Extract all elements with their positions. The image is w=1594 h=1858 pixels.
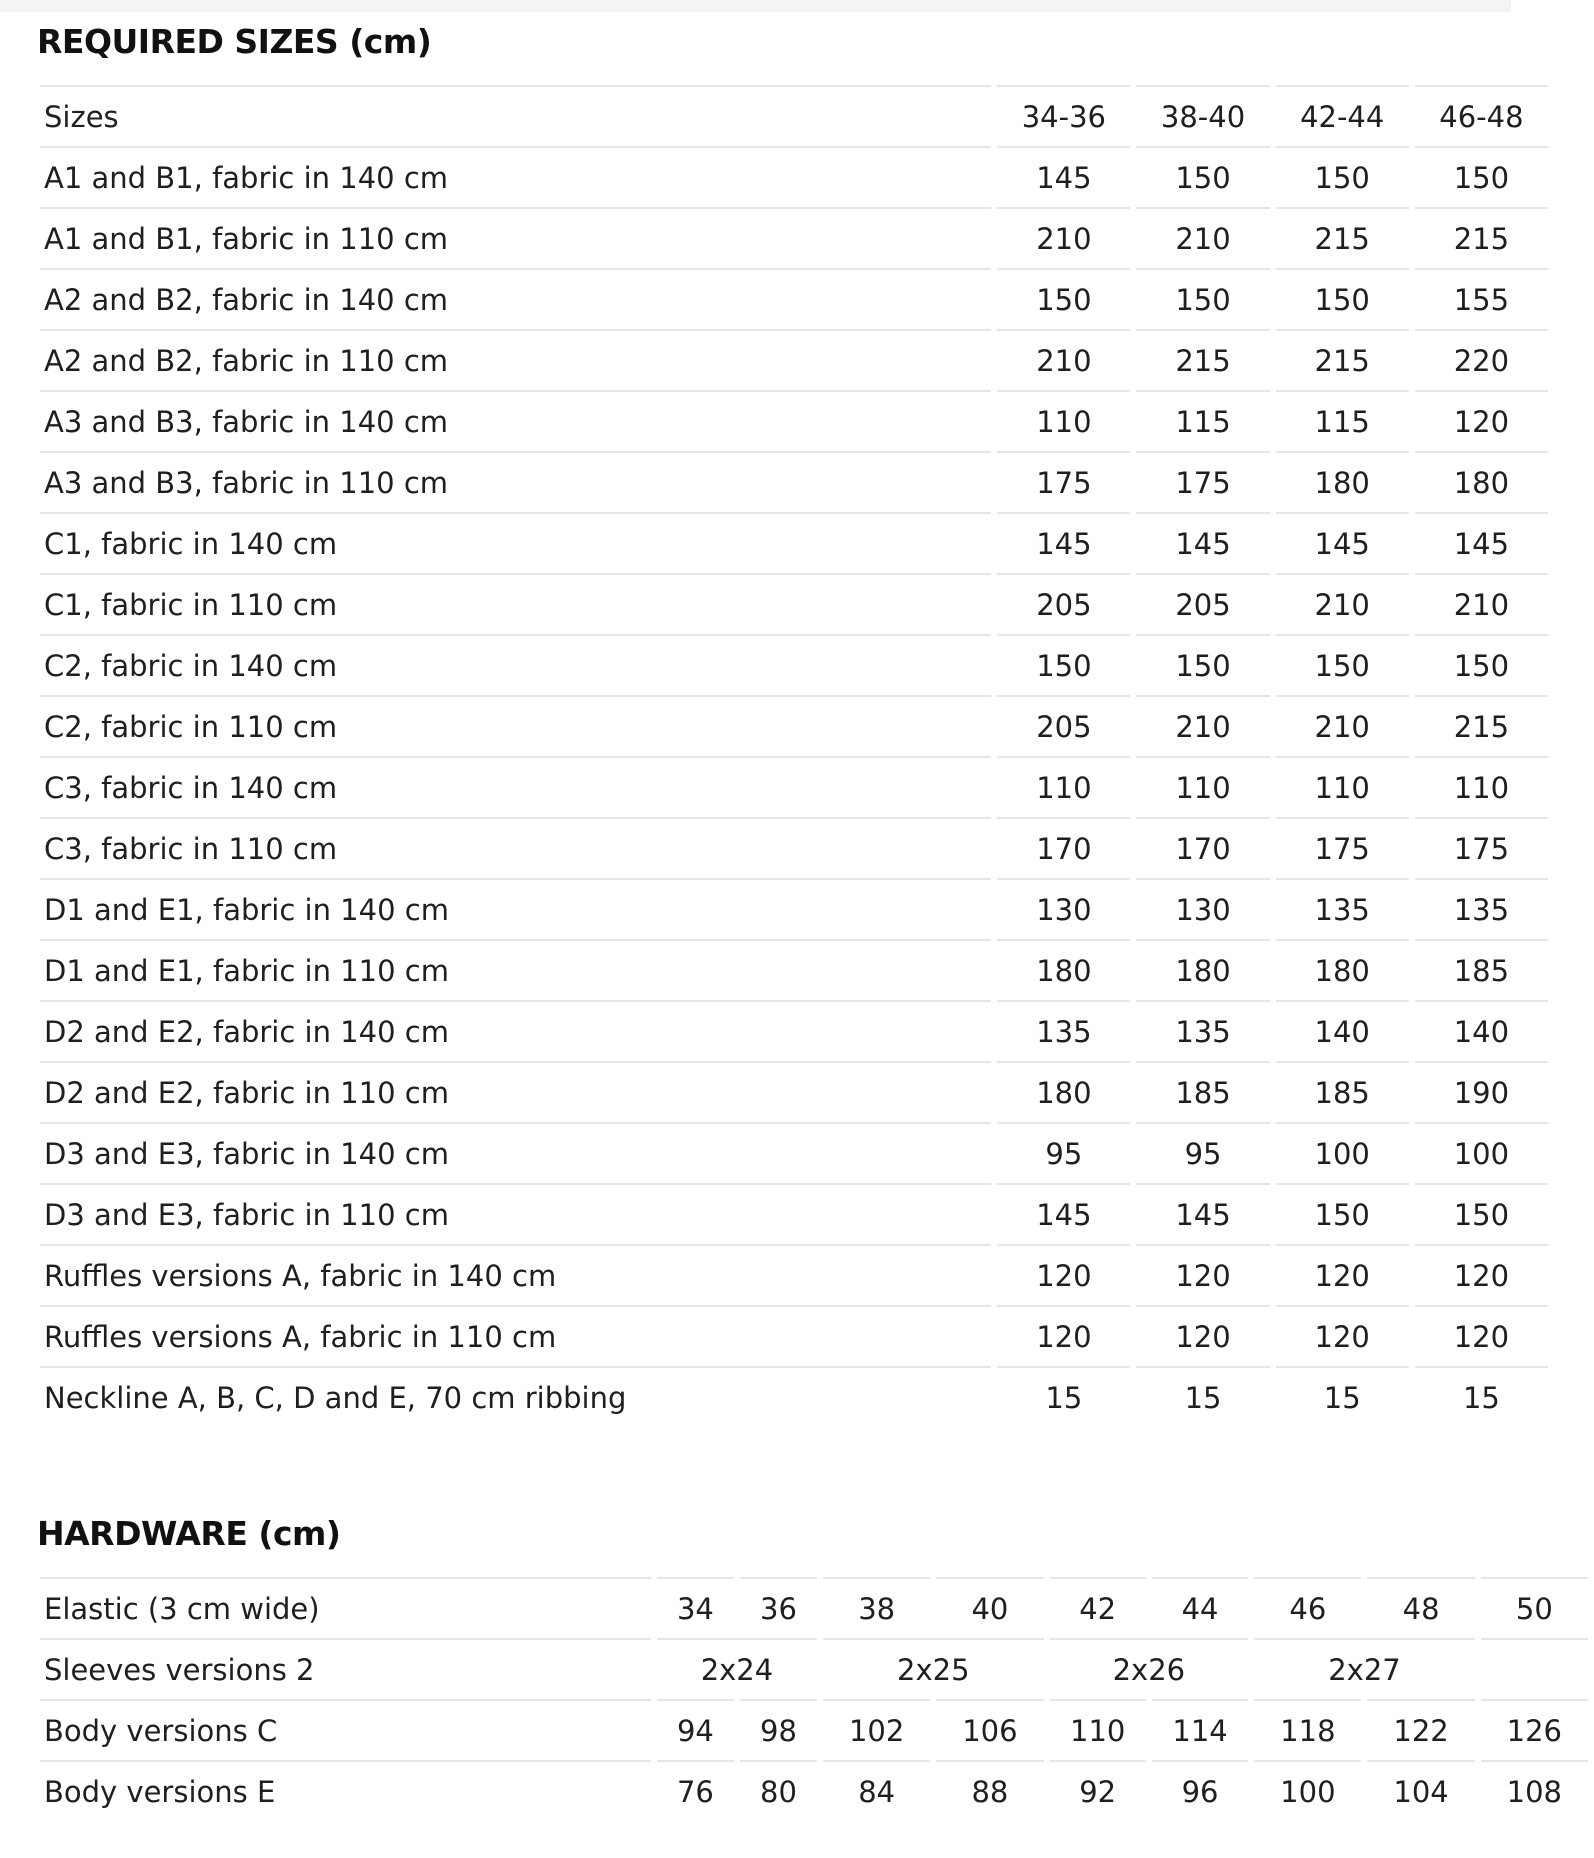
- elastic-label: Elastic (3 cm wide): [40, 1577, 651, 1638]
- size-value: 205: [997, 573, 1130, 634]
- required-sizes-body: [40, 146, 1548, 1427]
- table-row: [40, 1061, 1548, 1122]
- size-value: 150: [1276, 146, 1409, 207]
- sleeves-value: 2x27: [1254, 1638, 1474, 1699]
- size-value: 210: [997, 207, 1130, 268]
- size-value: 145: [997, 146, 1130, 207]
- sleeves-value: 2x25: [823, 1638, 1043, 1699]
- size-value: 100: [1276, 1122, 1409, 1183]
- sleeves-value: 2x24: [657, 1638, 817, 1699]
- required-sizes-table: [34, 85, 1554, 1427]
- size-value: 215: [1276, 329, 1409, 390]
- row-label: A2 and B2, fabric in 110 cm: [40, 329, 991, 390]
- row-label: A3 and B3, fabric in 140 cm: [40, 390, 991, 451]
- size-value: 145: [997, 1183, 1130, 1244]
- row-label: Ruffles versions A, fabric in 110 cm: [40, 1305, 991, 1366]
- size-value: 185: [1136, 1061, 1269, 1122]
- row-label: A2 and B2, fabric in 140 cm: [40, 268, 991, 329]
- hardware-size-header: 46: [1254, 1577, 1361, 1638]
- hardware-size-header: 38: [823, 1577, 930, 1638]
- size-value: 135: [1136, 1000, 1269, 1061]
- table-row: [40, 207, 1548, 268]
- row-label: A1 and B1, fabric in 110 cm: [40, 207, 991, 268]
- row-label: C3, fabric in 140 cm: [40, 756, 991, 817]
- size-value: 135: [997, 1000, 1130, 1061]
- size-value: 175: [1136, 451, 1269, 512]
- table-row: [40, 1305, 1548, 1366]
- hardware-value: 84: [823, 1760, 930, 1821]
- sleeves-value: 2x26: [1050, 1638, 1249, 1699]
- table-row: [40, 146, 1548, 207]
- size-value: 120: [1276, 1305, 1409, 1366]
- table-row: [40, 573, 1548, 634]
- size-value: 215: [1136, 329, 1269, 390]
- row-label: D3 and E3, fabric in 140 cm: [40, 1122, 991, 1183]
- sleeves-value-empty: [1481, 1638, 1588, 1699]
- hardware-size-header: 34: [657, 1577, 734, 1638]
- size-value: 145: [997, 512, 1130, 573]
- size-value: 190: [1415, 1061, 1548, 1122]
- hardware-body: [40, 1577, 1588, 1821]
- table-row: [40, 1638, 1588, 1699]
- size-value: 215: [1276, 207, 1409, 268]
- size-value: 120: [1136, 1244, 1269, 1305]
- size-value: 210: [1415, 573, 1548, 634]
- hardware-size-header: 48: [1367, 1577, 1474, 1638]
- size-value: 120: [1415, 1305, 1548, 1366]
- hardware-size-header: 42: [1050, 1577, 1146, 1638]
- size-value: 145: [1276, 512, 1409, 573]
- size-value: 95: [1136, 1122, 1269, 1183]
- hardware-title: HARDWARE (cm): [37, 1514, 341, 1553]
- size-value: 145: [1136, 512, 1269, 573]
- size-value: 140: [1415, 1000, 1548, 1061]
- size-value: 170: [1136, 817, 1269, 878]
- size-value: 110: [1276, 756, 1409, 817]
- row-label: C3, fabric in 110 cm: [40, 817, 991, 878]
- size-value: 180: [1136, 939, 1269, 1000]
- size-value: 110: [1415, 756, 1548, 817]
- hardware-table: [34, 1577, 1594, 1821]
- hardware-value: 80: [740, 1760, 817, 1821]
- size-value: 205: [997, 695, 1130, 756]
- row-label: Body versions C: [40, 1699, 651, 1760]
- table-row: [40, 512, 1548, 573]
- size-value: 185: [1276, 1061, 1409, 1122]
- size-value: 150: [1136, 634, 1269, 695]
- size-value: 115: [1136, 390, 1269, 451]
- size-value: 210: [1136, 207, 1269, 268]
- size-value: 170: [997, 817, 1130, 878]
- hardware-value: 96: [1152, 1760, 1248, 1821]
- size-value: 175: [997, 451, 1130, 512]
- required-sizes-title: REQUIRED SIZES (cm): [37, 22, 432, 61]
- row-label: C1, fabric in 140 cm: [40, 512, 991, 573]
- size-value: 115: [1276, 390, 1409, 451]
- table-header-row: [40, 85, 1548, 146]
- hardware-value: 102: [823, 1699, 930, 1760]
- size-value: 145: [1415, 512, 1548, 573]
- hardware-size-header: 50: [1481, 1577, 1588, 1638]
- table-row: [40, 817, 1548, 878]
- size-value: 140: [1276, 1000, 1409, 1061]
- size-value: 120: [1415, 1244, 1548, 1305]
- size-column-header: 46-48: [1415, 85, 1548, 146]
- table-row: [40, 1366, 1548, 1427]
- table-row: [40, 1000, 1548, 1061]
- size-value: 215: [1415, 695, 1548, 756]
- size-column-header: 42-44: [1276, 85, 1409, 146]
- table-row: [40, 695, 1548, 756]
- size-value: 150: [1415, 634, 1548, 695]
- table-row: [40, 1183, 1548, 1244]
- size-value: 120: [1136, 1305, 1269, 1366]
- size-value: 150: [1276, 1183, 1409, 1244]
- row-label: A3 and B3, fabric in 110 cm: [40, 451, 991, 512]
- size-value: 180: [997, 939, 1130, 1000]
- size-value: 110: [997, 756, 1130, 817]
- hardware-size-header: 40: [936, 1577, 1043, 1638]
- size-value: 210: [1136, 695, 1269, 756]
- size-value: 135: [1276, 878, 1409, 939]
- row-label: D3 and E3, fabric in 110 cm: [40, 1183, 991, 1244]
- size-value: 210: [997, 329, 1130, 390]
- hardware-value: 92: [1050, 1760, 1146, 1821]
- table-row: [40, 1699, 1588, 1760]
- size-value: 155: [1415, 268, 1548, 329]
- size-value: 145: [1136, 1183, 1269, 1244]
- hardware-value: 76: [657, 1760, 734, 1821]
- size-value: 15: [997, 1366, 1130, 1427]
- table-row: [40, 1122, 1548, 1183]
- row-label: Neckline A, B, C, D and E, 70 cm ribbing: [40, 1366, 991, 1427]
- hardware-value: 126: [1481, 1699, 1588, 1760]
- size-value: 120: [1276, 1244, 1409, 1305]
- size-value: 130: [1136, 878, 1269, 939]
- size-value: 150: [1276, 634, 1409, 695]
- hardware-value: 114: [1152, 1699, 1248, 1760]
- size-value: 185: [1415, 939, 1548, 1000]
- hardware-value: 88: [936, 1760, 1043, 1821]
- row-label: D1 and E1, fabric in 140 cm: [40, 878, 991, 939]
- table-row: [40, 268, 1548, 329]
- size-value: 15: [1276, 1366, 1409, 1427]
- size-column-header: 38-40: [1136, 85, 1269, 146]
- hardware-value: 94: [657, 1699, 734, 1760]
- size-value: 205: [1136, 573, 1269, 634]
- row-label: Body versions E: [40, 1760, 651, 1821]
- row-label: D2 and E2, fabric in 140 cm: [40, 1000, 991, 1061]
- size-value: 220: [1415, 329, 1548, 390]
- table-row: [40, 1760, 1588, 1821]
- row-label: D1 and E1, fabric in 110 cm: [40, 939, 991, 1000]
- hardware-value: 98: [740, 1699, 817, 1760]
- size-value: 215: [1415, 207, 1548, 268]
- table-row: [40, 451, 1548, 512]
- size-value: 120: [1415, 390, 1548, 451]
- size-value: 180: [1415, 451, 1548, 512]
- table-row: [40, 939, 1548, 1000]
- size-value: 210: [1276, 695, 1409, 756]
- hardware-size-header: 44: [1152, 1577, 1248, 1638]
- hardware-value: 100: [1254, 1760, 1361, 1821]
- table-row: [40, 390, 1548, 451]
- size-value: 135: [1415, 878, 1548, 939]
- size-value: 175: [1415, 817, 1548, 878]
- table-row: [40, 1577, 1588, 1638]
- size-value: 110: [1136, 756, 1269, 817]
- row-label: C1, fabric in 110 cm: [40, 573, 991, 634]
- top-bar: [0, 0, 1511, 12]
- size-value: 15: [1415, 1366, 1548, 1427]
- hardware-value: 122: [1367, 1699, 1474, 1760]
- size-value: 15: [1136, 1366, 1269, 1427]
- size-value: 175: [1276, 817, 1409, 878]
- size-value: 150: [1136, 146, 1269, 207]
- size-column-header: 34-36: [997, 85, 1130, 146]
- table-row: [40, 756, 1548, 817]
- size-value: 180: [1276, 939, 1409, 1000]
- hardware-size-header: 36: [740, 1577, 817, 1638]
- size-value: 180: [1276, 451, 1409, 512]
- row-label: Ruffles versions A, fabric in 140 cm: [40, 1244, 991, 1305]
- size-value: 150: [1276, 268, 1409, 329]
- table-row: [40, 1244, 1548, 1305]
- size-value: 180: [997, 1061, 1130, 1122]
- row-label: D2 and E2, fabric in 110 cm: [40, 1061, 991, 1122]
- size-value: 150: [997, 268, 1130, 329]
- size-value: 150: [1415, 146, 1548, 207]
- sizes-header: Sizes: [40, 85, 991, 146]
- hardware-value: 118: [1254, 1699, 1361, 1760]
- hardware-value: 110: [1050, 1699, 1146, 1760]
- table-row: [40, 634, 1548, 695]
- size-value: 120: [997, 1305, 1130, 1366]
- size-value: 120: [997, 1244, 1130, 1305]
- size-value: 130: [997, 878, 1130, 939]
- size-value: 210: [1276, 573, 1409, 634]
- sleeves-label: Sleeves versions 2: [40, 1638, 651, 1699]
- size-value: 150: [1415, 1183, 1548, 1244]
- size-value: 150: [997, 634, 1130, 695]
- hardware-value: 106: [936, 1699, 1043, 1760]
- size-value: 150: [1136, 268, 1269, 329]
- table-row: [40, 878, 1548, 939]
- row-label: C2, fabric in 140 cm: [40, 634, 991, 695]
- table-row: [40, 329, 1548, 390]
- row-label: C2, fabric in 110 cm: [40, 695, 991, 756]
- hardware-value: 108: [1481, 1760, 1588, 1821]
- hardware-value: 104: [1367, 1760, 1474, 1821]
- row-label: A1 and B1, fabric in 140 cm: [40, 146, 991, 207]
- size-value: 100: [1415, 1122, 1548, 1183]
- size-value: 110: [997, 390, 1130, 451]
- size-value: 95: [997, 1122, 1130, 1183]
